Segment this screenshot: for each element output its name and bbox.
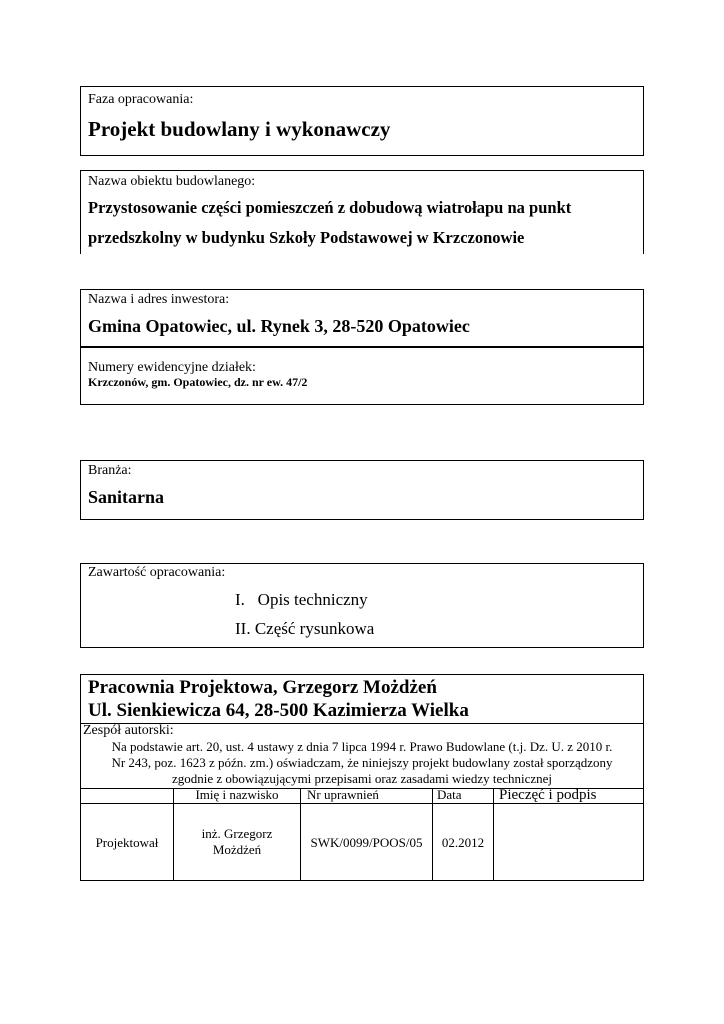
studio-address: Ul. Sienkiewicza 64, 28-500 Kazimierza Wielka [88,700,469,721]
statement-line-3: zgodnie z obowiązującymi przepisami oraz zasadami wiedzy technicznej [171,771,553,786]
contents-section [80,563,644,648]
column-header-signature: Pieczęć i podpis [499,787,597,803]
row-name-line1: inż. Grzegorz [201,826,273,841]
row-name-line2: Możdżeń [212,842,262,857]
phase-label: Faza opracowania: [88,92,194,107]
row-license: SWK/0099/POOS/05 [310,835,423,850]
row-date: 02.2012 [441,835,485,850]
statement-line-1: Na podstawie art. 20, ust. 4 ustawy z dnia 7 lipca 1994 r. Prawo Budowlane (t.j. Dz. U. z 2010 r. [111,739,613,754]
phase-section [80,86,644,156]
team-label: Zespół autorski: [83,723,174,738]
phase-value: Projekt budowlany i wykonawczy [88,117,391,141]
column-header-date: Data [437,787,462,802]
investor-value: Gmina Opatowiec, ul. Rynek 3, 28-520 Opatowiec [88,316,470,336]
statement-line-2: Nr 243, poz. 1623 z późn. zm.) oświadczam, że niniejszy projekt budowlany został sporządzony [111,755,613,770]
contents-label: Zawartość opracowania: [88,565,226,580]
table-col-divider-3 [432,788,433,880]
branch-section [80,460,644,520]
row-role: Projektował [95,835,159,850]
branch-label: Branża: [88,463,132,478]
table-header-line [81,803,643,804]
column-header-license: Nr uprawnień [307,787,379,802]
investor-section [80,289,644,405]
table-col-divider-2 [300,788,301,880]
contents-item-1: I. Opis techniczny [235,590,368,609]
contents-item-2: II. Część rysunkowa [235,619,375,638]
object-name-line2: przedszkolny w budynku Szkoły Podstawowej w Krzczonowie [88,228,525,247]
studio-section [80,674,644,881]
investor-divider [81,346,643,348]
table-col-divider-4 [493,788,494,880]
object-label: Nazwa obiektu budowlanego: [88,174,256,189]
object-name-line1: Przystosowanie części pomieszczeń z dobudową wiatrołapu na punkt [88,198,572,217]
object-section [80,170,644,254]
studio-name: Pracownia Projektowa, Grzegorz Możdżeń [88,677,437,698]
investor-label: Nazwa i adres inwestora: [88,292,230,307]
plots-label: Numery ewidencyjne działek: [88,360,256,375]
column-header-name: Imię i nazwisko [195,787,279,802]
plots-value: Krzczonów, gm. Opatowiec, dz. nr ew. 47/2 [88,375,308,389]
branch-value: Sanitarna [88,487,165,507]
